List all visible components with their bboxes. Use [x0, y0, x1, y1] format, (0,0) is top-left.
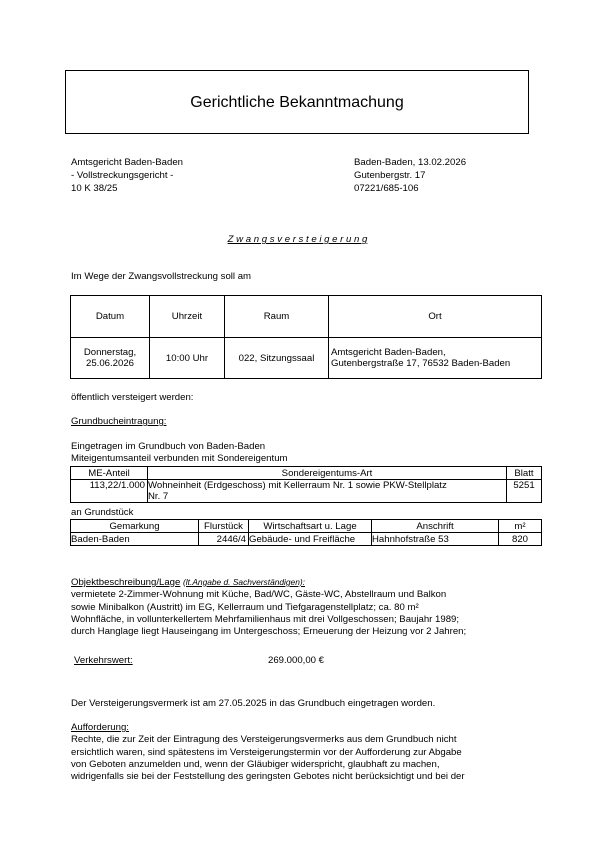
share-value: 113,22/1.000 [71, 480, 148, 503]
parcel-gemarkung: Baden-Baden [71, 533, 199, 546]
aufforderung-heading: Aufforderung: [71, 722, 129, 733]
grundbuch-heading: Grundbucheintragung: [71, 416, 167, 427]
court-street: Gutenbergstr. 17 [354, 170, 426, 181]
place-line-1: Amtsgericht Baden-Baden, [331, 347, 446, 358]
objekt-line: durch Hanglage liegt Hauseingang im Untergeschoss; Erneuerung der Heizung vor 2 Jahren; [71, 626, 467, 638]
share-type [148, 480, 507, 503]
parcel-wirtschaftsart: Gebäude- und Freifläche [249, 533, 372, 546]
court-division: - Vollstreckungsgericht - [71, 170, 174, 181]
schedule-room: 022, Sitzungssaal [225, 338, 329, 379]
grundbuch-line-1: Eingetragen im Grundbuch von Baden-Baden [71, 441, 266, 452]
aufforderung-line: widrigenfalls sie bei der Feststellung des geringsten Gebotes nicht berücksichtigt und bei der [71, 771, 465, 783]
parcel-header-area: m² [499, 520, 542, 533]
aufforderung-line: ersichtlich waren, sind spätestens im Versteigerungstermin vor der Aufforderung zur Abgabe [71, 746, 462, 758]
parcel-header-anschrift: Anschrift [372, 520, 499, 533]
aufforderung-line: von Geboten anzumelden und, wenn der Gläubiger widerspricht, glaubhaft zu machen, [71, 758, 440, 770]
objekt-line: sowie Minibalkon (Austritt) im EG, Kellerraum und Tiefgaragenstellplatz; ca. 80 m² [71, 601, 419, 613]
verkehrswert-label: Verkehrswert: [74, 655, 133, 666]
date-value: 25.06.2026 [85, 358, 134, 369]
place-line-2: Gutenbergstraße 17, 76532 Baden-Baden [331, 358, 511, 369]
objekt-note: (lt.Angabe d. Sachverständigen): [183, 577, 305, 587]
objekt-heading: Objektbeschreibung/Lage [71, 577, 181, 588]
parcel-header-wirtschaftsart: Wirtschaftsart u. Lage [249, 520, 372, 533]
share-type-line-2: Nr. 7 [148, 491, 169, 502]
aufforderung-line: Rechte, die zur Zeit der Eintragung des Versteigerungsvermerks aus dem Grundbuch nicht [71, 734, 457, 746]
grundbuch-line-2: Miteigentumsanteil verbunden mit Sondereigentum [71, 453, 288, 464]
section-heading: Z w a n g s v e r s t e i g e r u n g [227, 234, 368, 245]
share-header-anteil: ME-Anteil [71, 467, 148, 480]
header-datum: Datum [71, 296, 150, 338]
parcel-flurstueck: 2446/4 [199, 533, 249, 546]
schedule-table [70, 295, 542, 379]
vermerk-text: Der Versteigerungsvermerk ist am 27.05.2025 in das Grundbuch eingetragen worden. [71, 698, 436, 709]
parcel-table [70, 519, 542, 546]
objekt-line: Wohnfläche, in vollunterkellertem Mehrfamilienhaus mit drei Vollgeschossen; Baujahr 1989; [71, 613, 460, 625]
parcel-anschrift: Hahnhofstraße 53 [372, 533, 499, 546]
intro-text: Im Wege der Zwangsvollstreckung soll am [71, 271, 252, 282]
objekt-section [71, 576, 531, 638]
schedule-place [329, 338, 542, 379]
share-sheet: 5251 [507, 480, 542, 503]
court-phone: 07221/685-106 [354, 183, 419, 194]
file-number: 10 K 38/25 [71, 183, 118, 194]
schedule-time: 10:00 Uhr [150, 338, 225, 379]
header-ort: Ort [329, 296, 542, 338]
parcel-header-gemarkung: Gemarkung [71, 520, 199, 533]
aufforderung-section [71, 722, 531, 783]
objekt-line: vermietete 2-Zimmer-Wohnung mit Küche, Bad/WC, Gäste-WC, Abstellraum und Balkon [71, 589, 447, 601]
place-date: Baden-Baden, 13.02.2026 [354, 157, 467, 168]
objekt-heading-line [71, 576, 531, 589]
an-grundstueck-label: an Grundstück [71, 507, 134, 518]
after-table-text: öffentlich versteigert werden: [71, 392, 194, 403]
court-name: Amtsgericht Baden-Baden [71, 157, 183, 168]
header-raum: Raum [225, 296, 329, 338]
verkehrswert-value: 269.000,00 € [268, 655, 325, 666]
share-header-blatt: Blatt [507, 467, 542, 480]
page-title: Gerichtliche Bekanntmachung [190, 94, 404, 111]
header-uhrzeit: Uhrzeit [150, 296, 225, 338]
share-table [70, 466, 542, 503]
date-weekday: Donnerstag, [83, 347, 137, 358]
schedule-date [71, 338, 150, 379]
share-type-line-1: Wohneinheit (Erdgeschoss) mit Kellerraum Nr. 1 sowie PKW-Stellplatz [148, 480, 447, 491]
share-header-art: Sondereigentums-Art [148, 467, 507, 480]
title-box [65, 70, 529, 134]
parcel-header-flurstueck: Flurstück [199, 520, 249, 533]
parcel-area: 820 [499, 533, 542, 546]
